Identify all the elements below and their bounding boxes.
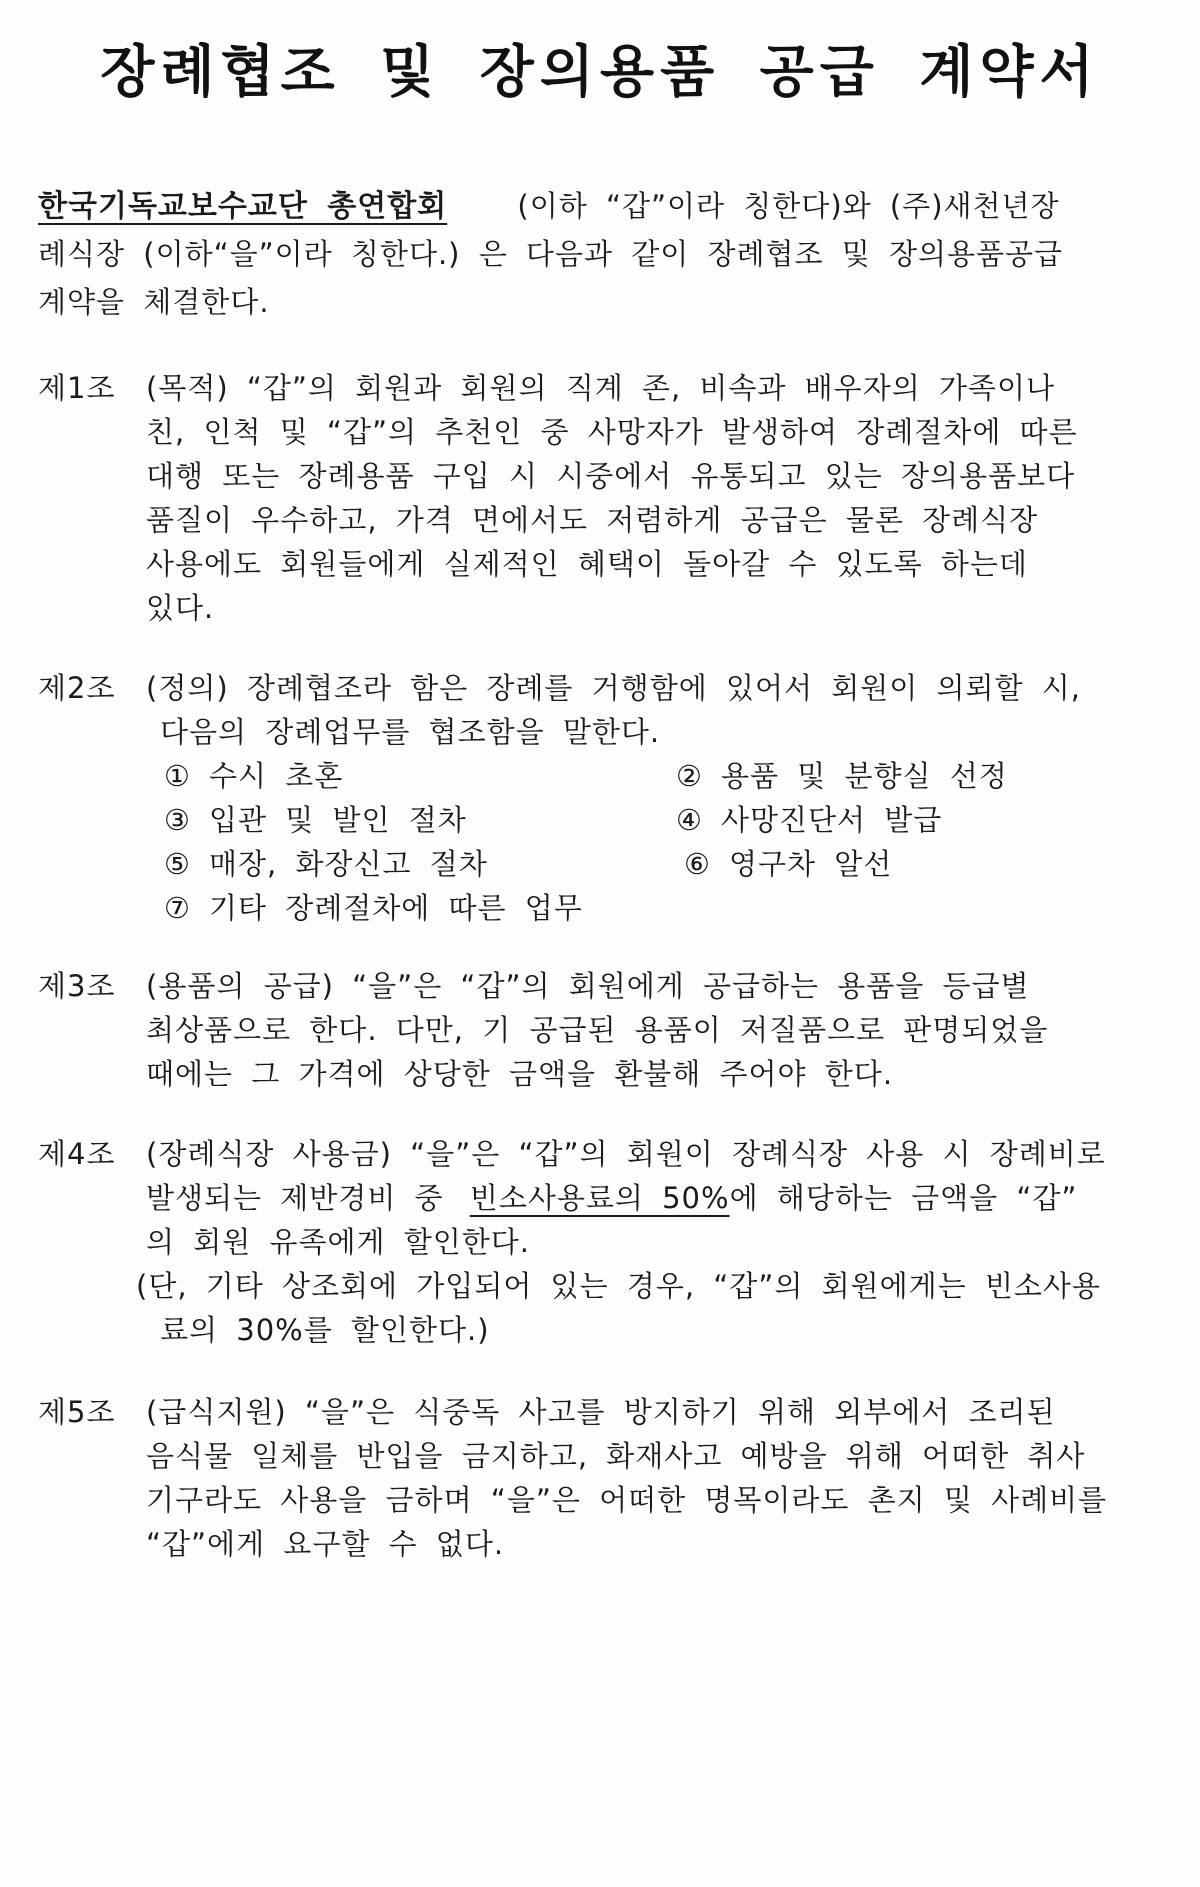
article-5-line-2: 음식물 일체를 반입을 금지하고, 화재사고 예방을 위해 어떠한 취사 (146, 1439, 1086, 1473)
item-text: 입관 및 발인 절차 (209, 803, 467, 837)
item-number: ⑥ (684, 847, 711, 881)
article-4-line-2-b: 에 해당하는 금액을 “갑” (729, 1181, 1078, 1215)
article-1-line-5: 사용에도 회원들에게 실제적인 혜택이 돌아갈 수 있도록 하는데 (146, 547, 1028, 581)
item-text: 수시 초혼 (209, 759, 344, 793)
item-number: ⑦ (164, 891, 191, 925)
underlined-fee: 빈소사용료의 50% (469, 1181, 730, 1215)
list-item (676, 800, 942, 840)
article-3-line-1: (용품의 공급) “을”은 “갑”의 회원에게 공급하는 용품을 등급별 (146, 969, 1030, 1003)
article-4-line-1: (장례식장 사용금) “을”은 “갑”의 회원이 장례식장 사용 시 장례비로 (146, 1137, 1106, 1171)
article-2-line-2: 다음의 장례업무를 협조함을 말한다. (160, 715, 661, 749)
intro-line-3: 계약을 체결한다. (38, 285, 270, 319)
list-item (164, 800, 467, 840)
article-3-line-2: 최상품으로 한다. 다만, 기 공급된 용품이 저질품으로 판명되었을 (146, 1013, 1049, 1047)
article-1-line-2: 친, 인척 및 “갑”의 추천인 중 사망자가 발생하여 장례절차에 따른 (146, 415, 1078, 449)
item-number: ② (676, 759, 703, 793)
intro-line-1-rest: (이하 “갑”이라 칭한다)와 (주)새천년장 (517, 189, 1060, 223)
list-item (164, 844, 488, 884)
article-4-label: 제4조 (38, 1137, 116, 1171)
list-item (684, 844, 892, 884)
list-item (164, 888, 583, 928)
article-3-line-3: 때에는 그 가격에 상당한 금액을 환불해 주어야 한다. (146, 1057, 894, 1091)
list-item (164, 756, 343, 796)
item-text: 용품 및 분향실 선정 (721, 759, 1008, 793)
item-text: 매장, 화장신고 절차 (209, 847, 488, 881)
item-number: ⑤ (164, 847, 191, 881)
intro-line-2: 례식장 (이하“을”이라 칭한다.) 은 다음과 같이 장례협조 및 장의용품공급 (38, 237, 1064, 271)
article-4-line-5: 료의 30%를 할인한다.) (160, 1313, 490, 1347)
article-3-label: 제3조 (38, 969, 116, 1003)
party-name: 한국기독교보수교단 총연합회 (38, 189, 448, 224)
article-1-label: 제1조 (38, 371, 116, 405)
list-item (676, 756, 1008, 796)
item-number: ④ (676, 803, 703, 837)
article-2-label: 제2조 (38, 671, 116, 705)
article-4-line-4: (단, 기타 상조회에 가입되어 있는 경우, “갑”의 회원에게는 빈소사용 (136, 1269, 1101, 1303)
article-5-line-1: (급식지원) “을”은 식중독 사고를 방지하기 위해 외부에서 조리된 (146, 1395, 1056, 1429)
item-number: ③ (164, 803, 191, 837)
item-text: 기타 장례절차에 따른 업무 (209, 891, 583, 925)
article-5-label: 제5조 (38, 1395, 116, 1429)
article-4-line-3: 의 회원 유족에게 할인한다. (146, 1225, 531, 1259)
article-4-line-2 (146, 1178, 1077, 1218)
item-text: 영구차 알선 (729, 847, 893, 881)
document-title: 장례협조 및 장의용품 공급 계약서 (100, 39, 1100, 105)
article-1-line-1: (목적) “갑”의 회원과 회원의 직계 존, 비속과 배우자의 가족이나 (146, 371, 1055, 405)
intro-line-1 (38, 186, 1060, 227)
article-2-line-1: (정의) 장례협조라 함은 장례를 거행함에 있어서 회원이 의뢰할 시, (146, 671, 1081, 705)
article-1-line-4: 품질이 우수하고, 가격 면에서도 저렴하게 공급은 물론 장례식장 (146, 503, 1039, 537)
article-1-line-3: 대행 또는 장례용품 구입 시 시중에서 유통되고 있는 장의용품보다 (146, 459, 1076, 493)
article-5-line-3: 기구라도 사용을 금하며 “을”은 어떠한 명목이라도 촌지 및 사례비를 (146, 1483, 1108, 1517)
article-1-line-6: 있다. (146, 591, 215, 625)
article-5-line-4: “갑”에게 요구할 수 없다. (146, 1527, 505, 1561)
article-4-line-2-a: 발생되는 제반경비 중 (146, 1181, 444, 1215)
item-number: ① (164, 759, 191, 793)
item-text: 사망진단서 발급 (721, 803, 943, 837)
